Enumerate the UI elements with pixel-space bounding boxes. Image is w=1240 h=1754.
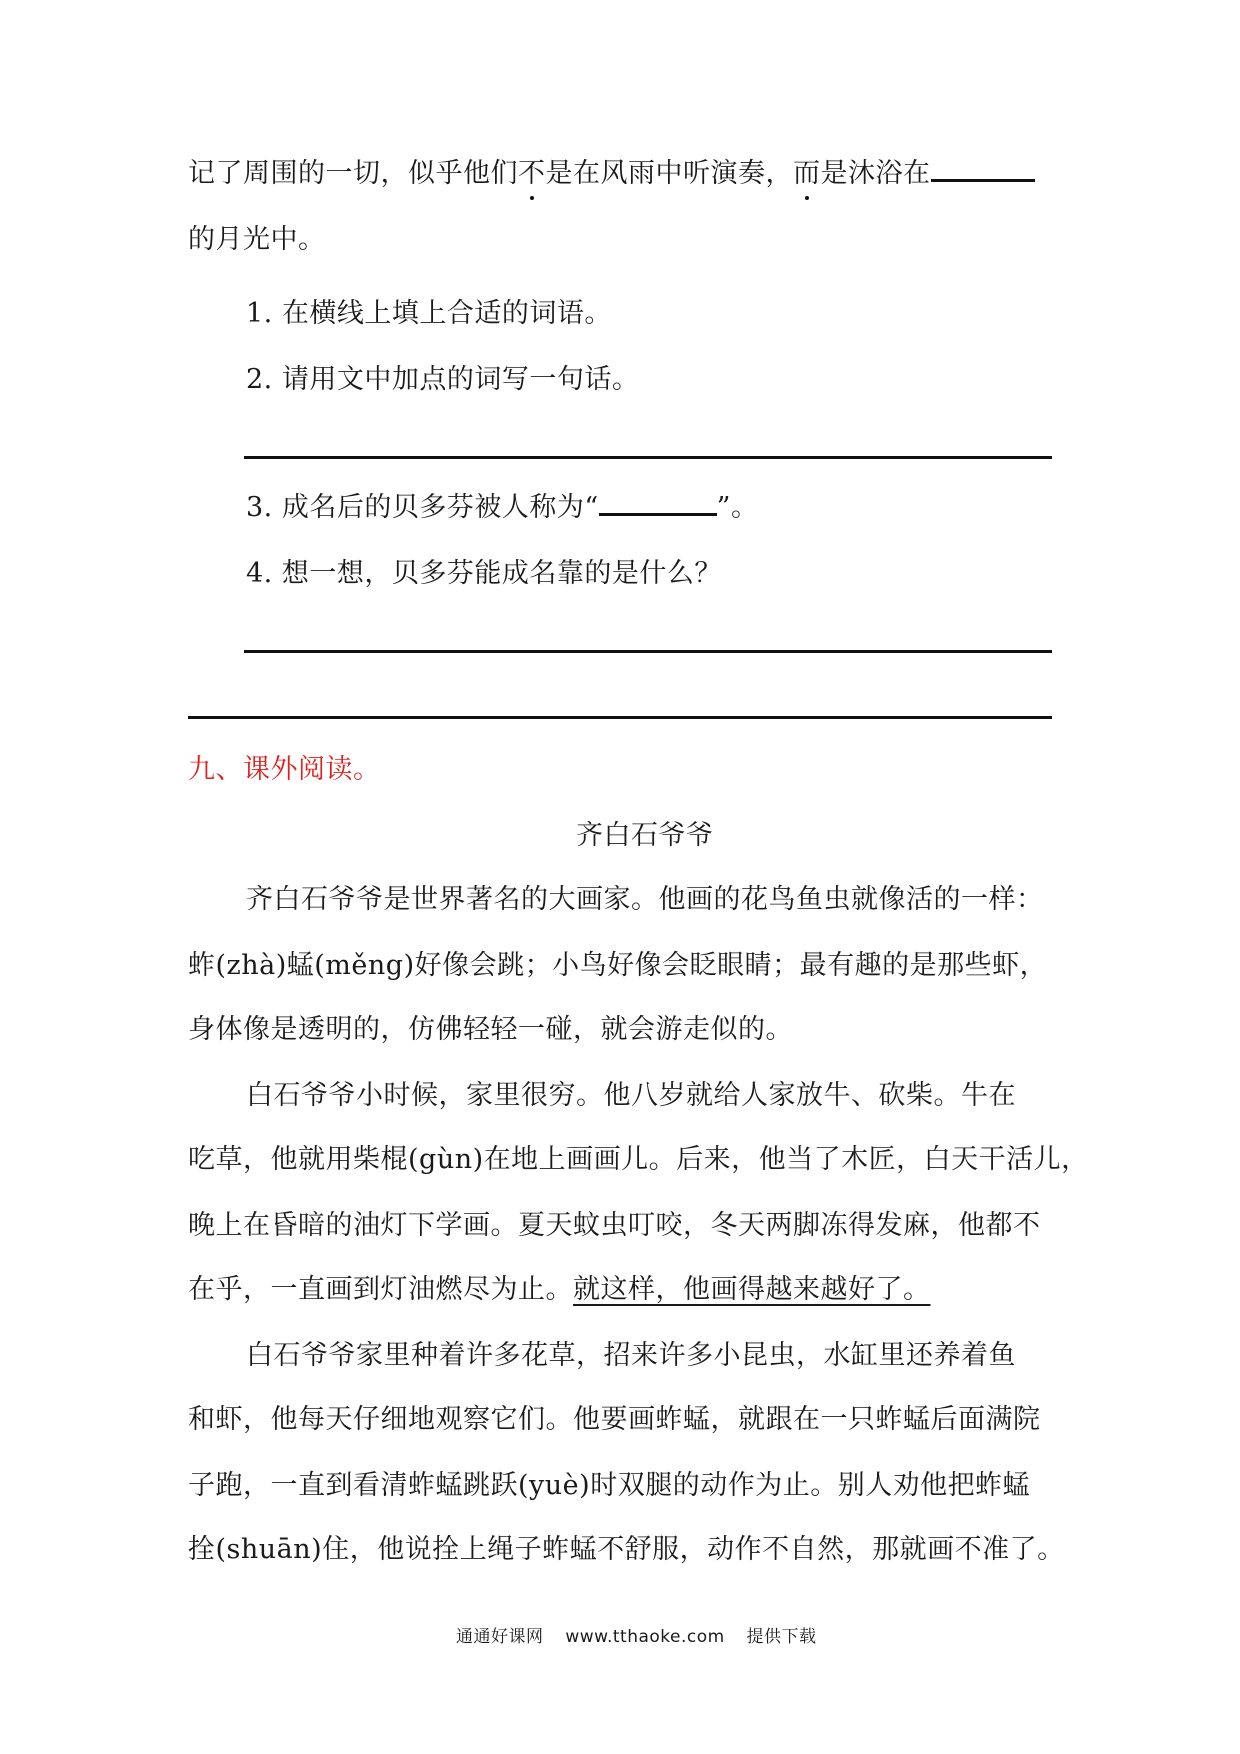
footer-url[interactable]: www.tthaoke.com: [565, 1627, 725, 1647]
paragraph-line: 子跑，一直到看清蚱蜢跳跃(yuè)时双腿的动作为止。别人劝他把蚱蜢: [188, 1470, 1031, 1501]
question-3-text: 3. 成名后的贝多芬被人称为“: [246, 492, 599, 523]
question-1: 1. 在横线上填上合适的词语。: [246, 298, 612, 329]
passage-line-2: 的月光中。: [188, 224, 326, 255]
paragraph-line: 拴(shuān)住，他说拴上绳子蚱蜢不舒服，动作不自然，那就画不准了。: [188, 1534, 1065, 1565]
passage-text: 是在风雨中听演奏，: [545, 158, 793, 189]
underlined-sentence: 就这样，他画得越来越好了。: [573, 1274, 931, 1305]
paragraph-line: [188, 1272, 931, 1308]
answer-line-q4-2[interactable]: [188, 716, 1052, 719]
paragraph-line: 晚上在昏暗的油灯下学画。夏天蚊虫叮咬，冬天两脚冻得发麻，他都不: [188, 1210, 1041, 1241]
paragraph-line: 白石爷爷家里种着许多花草，招来许多小昆虫，水缸里还养着鱼: [246, 1340, 1016, 1371]
passage-text: 记了周围的一切，似乎他们: [188, 158, 518, 189]
footer-site-name: 通通好课网: [456, 1627, 544, 1647]
paragraph-line: 齐白石爷爷是世界著名的大画家。他画的花鸟鱼虫就像活的一样：: [246, 884, 1044, 915]
section-heading: 九、课外阅读。: [188, 754, 381, 785]
answer-line-q2[interactable]: [244, 456, 1052, 459]
dotted-word: 而: [793, 156, 821, 192]
reading-title: 齐白石爷爷: [576, 820, 714, 851]
paragraph-line: 白石爷爷小时候，家里很穷。他八岁就给人家放牛、砍柴。牛在: [246, 1080, 1016, 1111]
fill-blank-q3[interactable]: [599, 493, 717, 516]
fill-blank-1[interactable]: [931, 159, 1035, 182]
page-footer: [456, 1622, 817, 1647]
paragraph-line: 吃草，他就用柴棍(gùn)在地上画画儿。后来，他当了木匠，白天干活儿，: [188, 1144, 1089, 1175]
paragraph-text: 在乎，一直画到灯油燃尽为止。: [188, 1274, 573, 1305]
question-2: 2. 请用文中加点的词写一句话。: [246, 364, 640, 395]
question-3: [246, 490, 758, 526]
paragraph-line: 和虾，他每天仔细地观察它们。他要画蚱蜢，就跟在一只蚱蜢后面满院: [188, 1404, 1041, 1435]
question-4: 4. 想一想，贝多芬能成名靠的是什么？: [246, 558, 722, 589]
dotted-word: 不: [518, 156, 546, 192]
question-3-text-end: ”。: [716, 492, 759, 523]
answer-line-q4-1[interactable]: [244, 650, 1052, 653]
passage-text: 是沐浴在: [820, 158, 931, 189]
passage-line-1: [188, 156, 1035, 192]
paragraph-line: 蚱(zhà)蜢(měng)好像会跳；小鸟好像会眨眼睛；最有趣的是那些虾，: [188, 950, 1048, 981]
paragraph-line: 身体像是透明的，仿佛轻轻一碰，就会游走似的。: [188, 1014, 793, 1045]
footer-suffix: 提供下载: [746, 1627, 817, 1647]
